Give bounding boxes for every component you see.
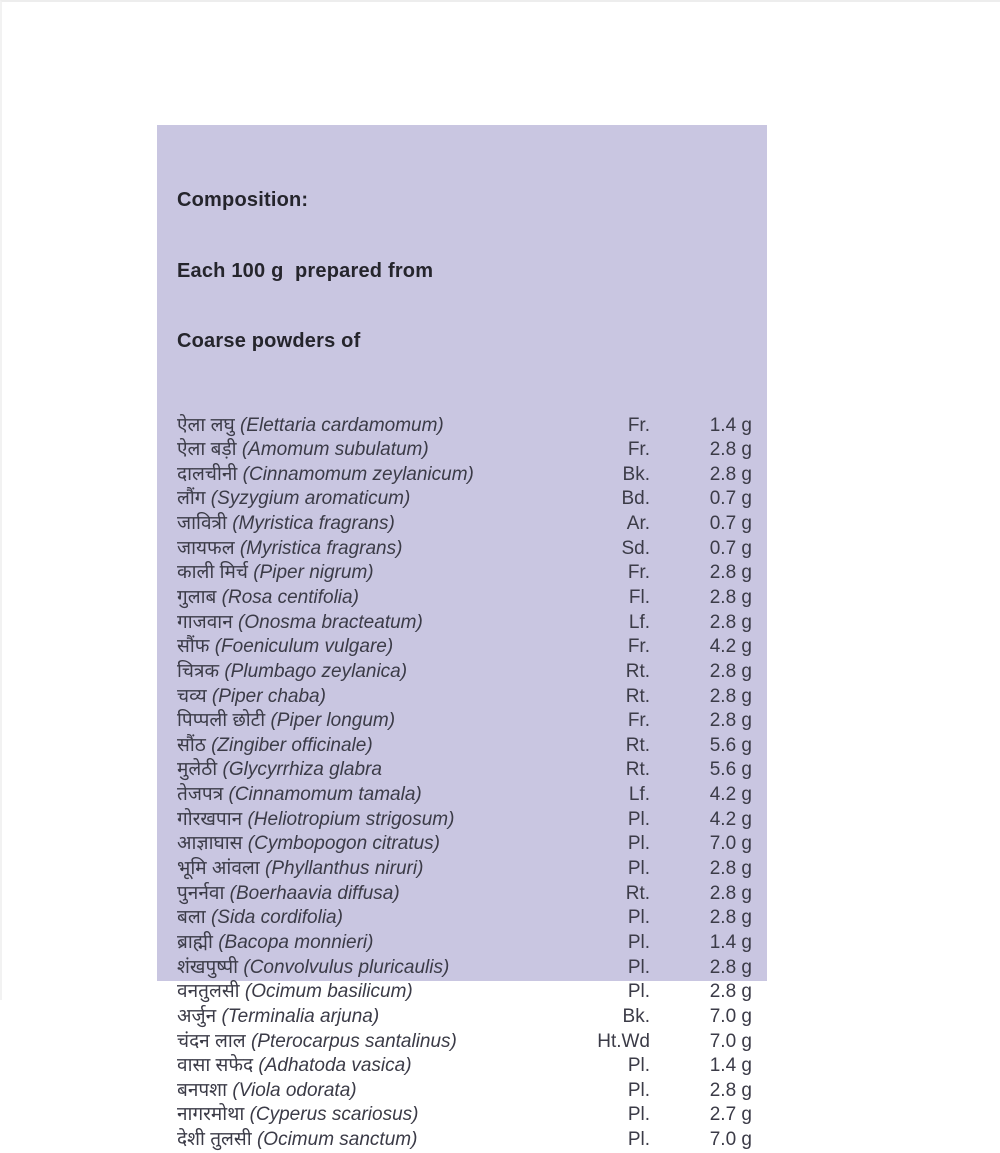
- ingredient-name-hindi: चव्य: [177, 685, 207, 707]
- quantity: 1.4 g: [709, 414, 752, 436]
- ingredient-name-latin: (Ocimum sanctum): [256, 1129, 418, 1151]
- ingredient-row: [177, 463, 752, 488]
- plant-part: Fl.: [628, 586, 650, 608]
- ingredient-name: [177, 906, 572, 931]
- ingredient-row: [177, 956, 752, 981]
- plant-part: Pl.: [627, 907, 650, 929]
- plant-part: Pl.: [627, 1104, 650, 1126]
- ingredient-name-hindi: सौंफ: [177, 636, 210, 658]
- composition-subtitle-1: Each 100 g prepared from: [177, 259, 434, 282]
- ingredient-name: [177, 734, 572, 759]
- ingredient-row: [177, 882, 752, 907]
- ingredient-name: [177, 537, 572, 562]
- composition-header: [177, 142, 752, 401]
- quantity: 4.2 g: [709, 808, 752, 830]
- plant-part: Pl.: [627, 1079, 650, 1101]
- plant-part: Rt.: [625, 685, 650, 707]
- ingredient-name: [177, 882, 572, 907]
- ingredient-name-latin: (Convolvulus pluricaulis): [243, 956, 450, 978]
- plant-part: Rt.: [625, 734, 650, 756]
- ingredient-name: [177, 832, 572, 857]
- ingredient-name-hindi: चंदन लाल: [177, 1030, 246, 1052]
- plant-part: Pl.: [627, 858, 650, 880]
- plant-part: Rt.: [625, 759, 650, 781]
- ingredient-row: [177, 660, 752, 685]
- ingredient-name: [177, 611, 572, 636]
- plant-part: Pl.: [627, 931, 650, 953]
- quantity: 5.6 g: [709, 759, 752, 781]
- ingredient-name: [177, 438, 572, 463]
- quantity: 2.8 g: [709, 660, 752, 682]
- quantity: 2.8 g: [709, 981, 752, 1003]
- ingredient-row: [177, 758, 752, 783]
- plant-part: Fr.: [627, 562, 650, 584]
- plant-part: Pl.: [627, 833, 650, 855]
- plant-part: Bd.: [621, 488, 650, 510]
- quantity: 1.4 g: [709, 1055, 752, 1077]
- ingredient-row: [177, 685, 752, 710]
- ingredient-row: [177, 980, 752, 1005]
- ingredient-name: [177, 561, 572, 586]
- quantity: 4.2 g: [709, 784, 752, 806]
- ingredient-name-latin: (Rosa centifolia): [221, 586, 359, 608]
- ingredient-name-latin: (Piper nigrum): [253, 562, 374, 584]
- quantity: 0.7 g: [709, 513, 752, 535]
- ingredient-name-hindi: चित्रक: [177, 660, 220, 682]
- plant-part: Fr.: [627, 636, 650, 658]
- ingredient-row: [177, 906, 752, 931]
- ingredient-name-hindi: काली मिर्च: [177, 562, 248, 584]
- ingredient-name: [177, 857, 572, 882]
- ingredient-name: [177, 1054, 572, 1079]
- plant-part: Fr.: [627, 439, 650, 461]
- ingredient-name-hindi: सौंठ: [177, 734, 206, 756]
- plant-part: Fr.: [627, 414, 650, 436]
- ingredient-row: [177, 1103, 752, 1128]
- ingredient-row: [177, 512, 752, 537]
- quantity: 2.8 g: [709, 882, 752, 904]
- plant-part: Ar.: [626, 513, 650, 535]
- quantity: 2.8 g: [709, 586, 752, 608]
- ingredient-name-hindi: अर्जुन: [177, 1005, 217, 1027]
- ingredient-name-latin: (Adhatoda vasica): [258, 1055, 412, 1077]
- ingredient-name-hindi: देशी तुलसी: [177, 1129, 252, 1151]
- plant-part: Pl.: [627, 808, 650, 830]
- ingredient-name-hindi: तेजपत्र: [177, 784, 224, 806]
- ingredient-name-latin: (Sida cordifolia): [210, 907, 343, 929]
- ingredient-name-latin: (Phyllanthus niruri): [265, 858, 424, 880]
- ingredient-name-hindi: गाजवान: [177, 611, 233, 633]
- ingredient-name-latin: (Bacopa monnieri): [218, 931, 374, 953]
- ingredient-name-latin: (Piper longum): [270, 710, 396, 732]
- ingredient-name-latin: (Cyperus scariosus): [249, 1104, 419, 1126]
- ingredient-row: [177, 931, 752, 956]
- plant-part: Fr.: [627, 710, 650, 732]
- ingredient-row: [177, 734, 752, 759]
- ingredient-name-latin: (Ocimum basilicum): [244, 981, 413, 1003]
- ingredient-name: [177, 783, 572, 808]
- ingredient-name-latin: (Zingiber officinale): [211, 734, 373, 756]
- ingredient-name-hindi: नागरमोथा: [177, 1104, 245, 1126]
- ingredient-name-latin: (Amomum subulatum): [241, 439, 429, 461]
- ingredient-name: [177, 931, 572, 956]
- ingredient-name-latin: (Onosma bracteatum): [238, 611, 423, 633]
- ingredient-name: [177, 709, 572, 734]
- ingredient-row: [177, 611, 752, 636]
- ingredient-name-latin: (Myristica fragrans): [232, 513, 395, 535]
- plant-part: Rt.: [625, 660, 650, 682]
- ingredient-name-hindi: आज्ञाघास: [177, 833, 243, 855]
- plant-part: Pl.: [627, 956, 650, 978]
- ingredient-name-hindi: गोरखपान: [177, 808, 243, 830]
- ingredient-row: [177, 857, 752, 882]
- quantity: 2.8 g: [709, 907, 752, 929]
- ingredient-row: [177, 1030, 752, 1055]
- ingredient-row: [177, 561, 752, 586]
- plant-part: Sd.: [621, 537, 650, 559]
- ingredient-name-hindi: ब्राह्मी: [177, 931, 213, 953]
- quantity: 0.7 g: [709, 537, 752, 559]
- ingredient-name: [177, 586, 572, 611]
- ingredient-name-hindi: ऐला बड़ी: [177, 439, 237, 461]
- quantity: 2.7 g: [709, 1104, 752, 1126]
- quantity: 1.4 g: [709, 931, 752, 953]
- ingredient-name: [177, 414, 572, 439]
- quantity: 0.7 g: [709, 488, 752, 510]
- ingredient-name-latin: (Foeniculum vulgare): [214, 636, 394, 658]
- plant-part: Pl.: [627, 1129, 650, 1151]
- ingredient-row: [177, 586, 752, 611]
- ingredient-row: [177, 487, 752, 512]
- ingredient-name: [177, 660, 572, 685]
- quantity: 2.8 g: [709, 685, 752, 707]
- ingredient-name-latin: (Cinnamomum zeylanicum): [242, 463, 474, 485]
- ingredient-name-latin: (Syzygium aromaticum): [210, 488, 411, 510]
- quantity: 5.6 g: [709, 734, 752, 756]
- composition-panel: [157, 125, 767, 1151]
- ingredient-name: [177, 808, 572, 833]
- ingredient-name: [177, 512, 572, 537]
- quantity: 2.8 g: [709, 710, 752, 732]
- ingredient-name-latin: (Pterocarpus santalinus): [250, 1030, 457, 1052]
- quantity: 7.0 g: [709, 1005, 752, 1027]
- quantity: 7.0 g: [709, 833, 752, 855]
- ingredient-name-latin: (Boerhaavia diffusa): [229, 882, 400, 904]
- plant-part: Ht.Wd: [597, 1030, 650, 1052]
- ingredient-row: [177, 1054, 752, 1079]
- plant-part: Lf.: [628, 784, 650, 806]
- quantity: 2.8 g: [709, 463, 752, 485]
- ingredient-name-hindi: लौंग: [177, 488, 206, 510]
- ingredient-name: [177, 487, 572, 512]
- ingredient-name-hindi: ऐला लघु: [177, 414, 235, 436]
- ingredient-row: [177, 783, 752, 808]
- plant-part: Pl.: [627, 1055, 650, 1077]
- quantity: 7.0 g: [709, 1129, 752, 1151]
- ingredient-name: [177, 1005, 572, 1030]
- ingredient-name-latin: (Terminalia arjuna): [221, 1005, 380, 1027]
- plant-part: Bk.: [622, 463, 650, 485]
- ingredient-name-hindi: बनपशा: [177, 1079, 228, 1101]
- ingredient-row: [177, 438, 752, 463]
- ingredient-name: [177, 980, 572, 1005]
- ingredient-list: [177, 414, 752, 1153]
- quantity: 4.2 g: [709, 636, 752, 658]
- ingredient-name-latin: (Cinnamomum tamala): [228, 784, 422, 806]
- ingredient-name-latin: (Cymbopogon citratus): [247, 833, 440, 855]
- ingredient-name-hindi: शंखपुष्पी: [177, 956, 239, 978]
- ingredient-name-latin: (Heliotropium strigosum): [247, 808, 455, 830]
- ingredient-name-latin: (Myristica fragrans): [239, 537, 403, 559]
- ingredient-name: [177, 463, 572, 488]
- ingredient-name-hindi: जावित्री: [177, 513, 227, 535]
- ingredient-name-hindi: मुलेठी: [177, 759, 218, 781]
- composition-title: Composition:: [177, 189, 309, 211]
- plant-part: Rt.: [625, 882, 650, 904]
- ingredient-name-hindi: गुलाब: [177, 586, 217, 608]
- ingredient-row: [177, 1128, 752, 1153]
- quantity: 2.8 g: [709, 611, 752, 633]
- plant-part: Lf.: [628, 611, 650, 633]
- ingredient-name-hindi: वासा सफेद: [177, 1055, 254, 1077]
- ingredient-row: [177, 832, 752, 857]
- quantity: 2.8 g: [709, 562, 752, 584]
- ingredient-name-hindi: जायफल: [177, 537, 235, 559]
- ingredient-name: [177, 1103, 572, 1128]
- ingredient-name-latin: (Plumbago zeylanica): [224, 660, 408, 682]
- ingredient-name-latin: (Piper chaba): [211, 685, 326, 707]
- ingredient-name: [177, 1079, 572, 1104]
- ingredient-name-hindi: पुनर्नवा: [177, 882, 225, 904]
- quantity: 7.0 g: [709, 1030, 752, 1052]
- ingredient-name-latin: (Elettaria cardamomum): [239, 414, 444, 436]
- ingredient-row: [177, 709, 752, 734]
- ingredient-name-hindi: बला: [177, 907, 206, 929]
- ingredient-row: [177, 1079, 752, 1104]
- ingredient-name: [177, 1030, 572, 1055]
- ingredient-name-latin: (Glycyrrhiza glabra: [222, 759, 382, 781]
- composition-subtitle-2: Coarse powders of: [177, 330, 361, 352]
- ingredient-name: [177, 956, 572, 981]
- ingredient-row: [177, 1005, 752, 1030]
- ingredient-name-hindi: भूमि आंवला: [177, 858, 260, 880]
- quantity: 2.8 g: [709, 956, 752, 978]
- ingredient-name: [177, 758, 572, 783]
- ingredient-name-hindi: वनतुलसी: [177, 981, 240, 1003]
- quantity: 2.8 g: [709, 439, 752, 461]
- plant-part: Pl.: [627, 981, 650, 1003]
- plant-part: Bk.: [622, 1005, 650, 1027]
- ingredient-name: [177, 1128, 572, 1153]
- quantity: 2.8 g: [709, 858, 752, 880]
- ingredient-name-hindi: दालचीनी: [177, 463, 238, 485]
- ingredient-row: [177, 414, 752, 439]
- ingredient-row: [177, 635, 752, 660]
- ingredient-name-hindi: पिप्पली छोटी: [177, 710, 266, 732]
- quantity: 2.8 g: [709, 1079, 752, 1101]
- ingredient-name: [177, 635, 572, 660]
- ingredient-name-latin: (Viola odorata): [232, 1079, 357, 1101]
- ingredient-row: [177, 808, 752, 833]
- ingredient-row: [177, 537, 752, 562]
- ingredient-name: [177, 685, 572, 710]
